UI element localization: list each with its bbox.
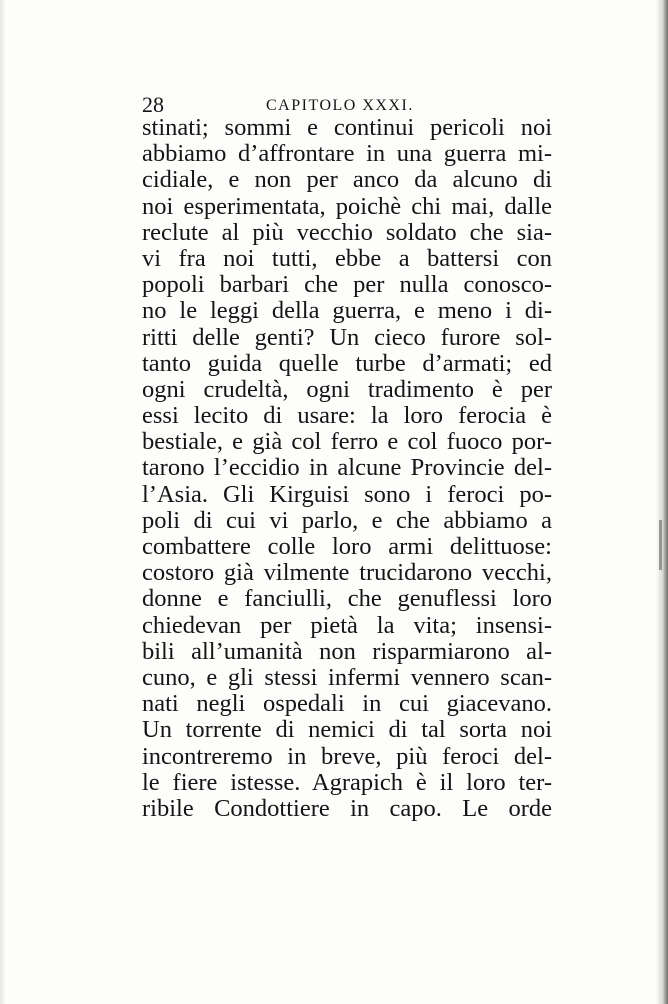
text-line: Un torrente di nemici di tal sorta noi	[142, 716, 552, 744]
text-line: costoro già vilmente trucidarono vecchi,	[142, 559, 552, 587]
page-gutter-shadow	[0, 0, 6, 1004]
text-line: cuno, e gli stessi infermi vennero scan-	[142, 663, 552, 691]
text-line: vi fra noi tutti, ebbe a battersi con	[142, 244, 552, 272]
text-line: nati negli ospedali in cui giacevano.	[142, 690, 552, 718]
text-line: combattere colle loro armi delittuose:	[142, 533, 552, 560]
text-line: bestiale, e già col ferro e col fuoco por-	[142, 428, 552, 456]
text-line: noi esperimentata, poichè chi mai, dalle	[142, 192, 552, 220]
text-line: bili all’umanità non risparmiarono al-	[142, 637, 552, 665]
text-line: ritti delle genti? Un cieco furore sol-	[142, 323, 552, 351]
text-line: no le leggi della guerra, e meno i di-	[142, 297, 552, 325]
text-line: poli di cui vi parlo, e che abbiamo a	[142, 506, 552, 534]
text-line: donne e fanciulli, che genuflessi loro	[142, 585, 552, 613]
text-line: chiedevan per pietà la vita; insensi-	[142, 611, 552, 639]
text-line: essi lecito di usare: la loro ferocia è	[142, 402, 552, 430]
text-line: reclute al più vecchio soldato che sia-	[142, 218, 552, 246]
text-line: tarono l’eccidio in alcune Provincie del-	[142, 454, 552, 482]
page-number: 28	[142, 92, 164, 117]
body-text	[142, 115, 552, 822]
text-line: abbiamo d’affrontare in una guerra mi-	[142, 140, 552, 168]
running-head: CAPITOLO XXXI.	[266, 97, 414, 114]
page-edge-mark	[659, 520, 662, 570]
page-edge-shadow	[656, 0, 668, 1004]
text-line: cidiale, e non per anco da alcuno di	[142, 166, 552, 194]
text-line: ribile Condottiere in capo. Le orde	[142, 794, 552, 822]
text-line: l’Asia. Gli Kirguisi sono i feroci po-	[142, 480, 552, 508]
text-line: popoli barbari che per nulla conosco-	[142, 271, 552, 299]
text-line: le fiere istesse. Agrapich è il loro ter-	[142, 768, 552, 796]
text-line: tanto guida quelle turbe d’armati; ed	[142, 349, 552, 377]
text-line: ogni crudeltà, ogni tradimento è per	[142, 375, 552, 403]
text-line: incontreremo in breve, più feroci del-	[142, 742, 552, 770]
text-line: stinati; sommi e continui pericoli noi	[142, 114, 552, 141]
